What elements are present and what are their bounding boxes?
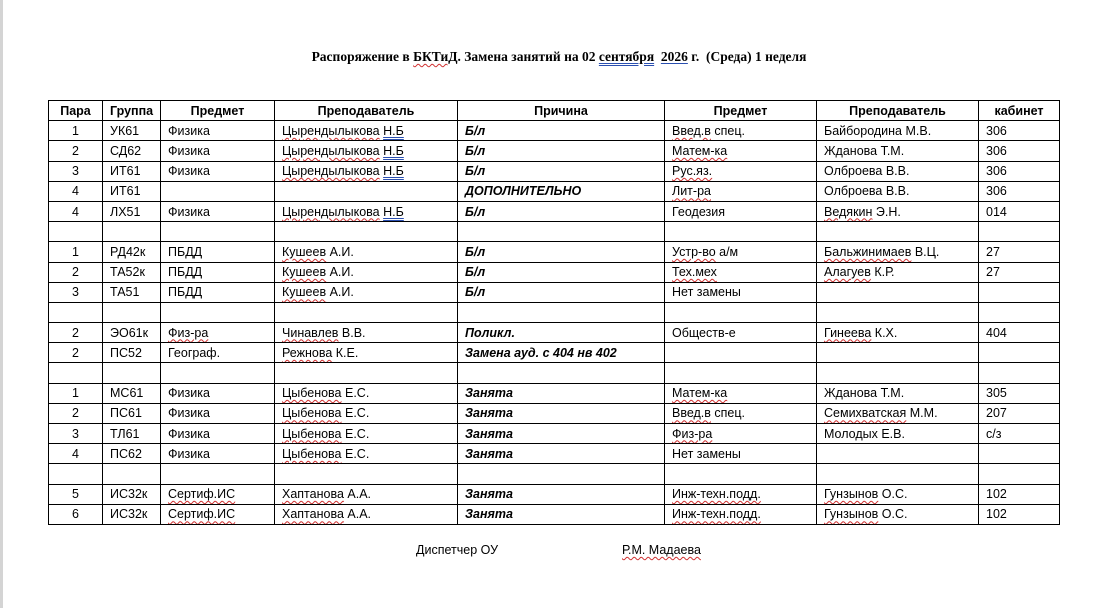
cell-new-teacher: Жданова Т.М. [817, 383, 979, 403]
cell-room: 207 [979, 403, 1060, 423]
footer-signatory: Р.М. Мадаева [622, 543, 701, 557]
cell-room [979, 444, 1060, 464]
table-row [49, 504, 1060, 524]
document-title [0, 49, 1118, 65]
cell-para [49, 222, 103, 242]
cell-group: ИТ61 [103, 161, 161, 181]
cell-room: 102 [979, 504, 1060, 524]
cell-group: ТА52к [103, 262, 161, 282]
cell-room: 306 [979, 121, 1060, 141]
cell-new-subject: Физ-ра [665, 424, 817, 444]
cell-subject [161, 363, 275, 383]
cell-new-teacher [817, 302, 979, 322]
cell-reason [458, 363, 665, 383]
cell-new-teacher [817, 363, 979, 383]
cell-new-teacher: Гинеева К.Х. [817, 323, 979, 343]
title-text [654, 49, 661, 64]
cell-reason: Б/л [458, 262, 665, 282]
table-header-row [49, 101, 1060, 121]
table-row [49, 282, 1060, 302]
cell-para: 1 [49, 121, 103, 141]
cell-teacher: Режнова К.Е. [275, 343, 458, 363]
cell-room: 306 [979, 141, 1060, 161]
cell-para: 2 [49, 262, 103, 282]
cell-teacher: Чинавлев В.В. [275, 323, 458, 343]
cell-subject [161, 181, 275, 201]
cell-new-teacher [817, 464, 979, 484]
cell-teacher [275, 302, 458, 322]
cell-group: ЛХ51 [103, 201, 161, 221]
cell-subject: Физика [161, 383, 275, 403]
table-row [49, 302, 1060, 322]
table-row [49, 242, 1060, 262]
cell-group: ИС32к [103, 504, 161, 524]
cell-reason: Б/л [458, 161, 665, 181]
cell-teacher: Цыбенова Е.С. [275, 424, 458, 444]
cell-reason: Занята [458, 424, 665, 444]
table-row [49, 383, 1060, 403]
cell-new-teacher: Гунзынов О.С. [817, 484, 979, 504]
cell-group: ТЛ61 [103, 424, 161, 444]
cell-para: 3 [49, 282, 103, 302]
cell-reason: ДОПОЛНИТЕЛЬНО [458, 181, 665, 201]
cell-room: 27 [979, 242, 1060, 262]
table-row [49, 222, 1060, 242]
cell-para: 4 [49, 201, 103, 221]
header-cell: Предмет [665, 101, 817, 121]
table-row [49, 141, 1060, 161]
cell-new-subject: Нет замены [665, 282, 817, 302]
cell-teacher: Кушеев А.И. [275, 282, 458, 302]
cell-group [103, 302, 161, 322]
page-left-edge [0, 0, 3, 608]
cell-new-subject: Инж-техн.подд. [665, 484, 817, 504]
cell-reason: Занята [458, 444, 665, 464]
cell-teacher: Хаптанова А.А. [275, 504, 458, 524]
cell-group [103, 222, 161, 242]
cell-new-teacher [817, 343, 979, 363]
cell-group: РД42к [103, 242, 161, 262]
cell-para: 1 [49, 383, 103, 403]
cell-room [979, 343, 1060, 363]
cell-para: 2 [49, 343, 103, 363]
header-cell: Группа [103, 101, 161, 121]
cell-new-subject: Обществ-е [665, 323, 817, 343]
cell-para [49, 302, 103, 322]
cell-para: 3 [49, 424, 103, 444]
cell-new-subject [665, 222, 817, 242]
cell-reason: Занята [458, 484, 665, 504]
cell-group: ТА51 [103, 282, 161, 302]
cell-new-teacher: Семихватская М.М. [817, 403, 979, 423]
cell-room: 27 [979, 262, 1060, 282]
title-text: Распоряжение в [311, 49, 414, 64]
cell-subject: Физика [161, 403, 275, 423]
cell-group: ИТ61 [103, 181, 161, 201]
cell-group [103, 464, 161, 484]
cell-teacher: Цыбенова Е.С. [275, 383, 458, 403]
table-row [49, 403, 1060, 423]
cell-teacher: Цырендылыкова Н.Б [275, 201, 458, 221]
cell-reason: Б/л [458, 141, 665, 161]
cell-group: МС61 [103, 383, 161, 403]
cell-new-teacher: Жданова Т.М. [817, 141, 979, 161]
footer-role: Диспетчер ОУ [416, 543, 499, 557]
cell-para: 6 [49, 504, 103, 524]
cell-reason [458, 222, 665, 242]
cell-new-subject: Матем-ка [665, 383, 817, 403]
cell-group: УК61 [103, 121, 161, 141]
cell-new-teacher: Гунзынов О.С. [817, 504, 979, 524]
cell-new-teacher [817, 444, 979, 464]
cell-reason: Б/л [458, 282, 665, 302]
cell-subject: Физ-ра [161, 323, 275, 343]
cell-new-subject: Введ.в спец. [665, 121, 817, 141]
table-row [49, 363, 1060, 383]
cell-reason: Занята [458, 383, 665, 403]
cell-teacher [275, 181, 458, 201]
cell-group [103, 363, 161, 383]
table-row [49, 444, 1060, 464]
cell-new-subject [665, 343, 817, 363]
cell-subject: Физика [161, 424, 275, 444]
cell-reason: Поликл. [458, 323, 665, 343]
cell-group: ПС61 [103, 403, 161, 423]
cell-new-teacher [817, 222, 979, 242]
cell-para: 1 [49, 242, 103, 262]
cell-teacher [275, 464, 458, 484]
cell-teacher: Цырендылыкова Н.Б [275, 161, 458, 181]
cell-subject [161, 464, 275, 484]
cell-room [979, 222, 1060, 242]
table-row [49, 323, 1060, 343]
cell-new-teacher [817, 282, 979, 302]
cell-reason: Замена ауд. с 404 нв 402 [458, 343, 665, 363]
cell-new-teacher: Бальжинимаев В.Ц. [817, 242, 979, 262]
cell-room: 306 [979, 161, 1060, 181]
cell-room [979, 282, 1060, 302]
cell-reason [458, 464, 665, 484]
cell-new-subject: Устр-во а/м [665, 242, 817, 262]
cell-new-subject [665, 302, 817, 322]
cell-room: с/з [979, 424, 1060, 444]
cell-teacher: Кушеев А.И. [275, 242, 458, 262]
cell-para: 4 [49, 181, 103, 201]
cell-teacher [275, 222, 458, 242]
cell-subject: ПБДД [161, 242, 275, 262]
cell-new-teacher: Байбородина М.В. [817, 121, 979, 141]
cell-teacher: Цыбенова Е.С. [275, 444, 458, 464]
cell-subject: Физика [161, 121, 275, 141]
cell-teacher: Цырендылыкова Н.Б [275, 121, 458, 141]
cell-reason: Занята [458, 403, 665, 423]
cell-reason: Б/л [458, 201, 665, 221]
cell-para [49, 464, 103, 484]
cell-room [979, 363, 1060, 383]
cell-subject: Географ. [161, 343, 275, 363]
cell-reason [458, 302, 665, 322]
cell-subject: Физика [161, 141, 275, 161]
cell-new-subject: Тех.мех [665, 262, 817, 282]
cell-new-subject: Нет замены [665, 444, 817, 464]
cell-group: ПС52 [103, 343, 161, 363]
cell-reason: Б/л [458, 242, 665, 262]
cell-para: 3 [49, 161, 103, 181]
cell-subject: Физика [161, 201, 275, 221]
cell-new-subject: Матем-ка [665, 141, 817, 161]
cell-room [979, 302, 1060, 322]
header-cell: Причина [458, 101, 665, 121]
cell-para: 5 [49, 484, 103, 504]
title-year: 2026 [660, 49, 688, 64]
cell-new-subject: Введ.в спец. [665, 403, 817, 423]
table-row [49, 464, 1060, 484]
cell-room: 305 [979, 383, 1060, 403]
cell-para: 2 [49, 403, 103, 423]
header-cell: Преподаватель [817, 101, 979, 121]
cell-new-subject: Геодезия [665, 201, 817, 221]
header-cell: Предмет [161, 101, 275, 121]
title-month: сентября [598, 49, 655, 64]
title-text: . Замена занятий на 02 [457, 49, 599, 64]
cell-subject: Физика [161, 161, 275, 181]
cell-teacher: Кушеев А.И. [275, 262, 458, 282]
cell-group: ПС62 [103, 444, 161, 464]
cell-para: 2 [49, 141, 103, 161]
table-row [49, 343, 1060, 363]
table-row [49, 161, 1060, 181]
cell-subject: Сертиф.ИС [161, 504, 275, 524]
cell-new-teacher: Олброева В.В. [817, 161, 979, 181]
cell-subject [161, 222, 275, 242]
cell-new-subject: Лит-ра [665, 181, 817, 201]
table-row [49, 181, 1060, 201]
cell-group: СД62 [103, 141, 161, 161]
cell-new-subject: Рус.яз. [665, 161, 817, 181]
cell-room: 014 [979, 201, 1060, 221]
schedule-table [48, 100, 1060, 525]
title-text: г. (Среда) 1 неделя [687, 49, 807, 64]
cell-new-teacher: Алагуев К.Р. [817, 262, 979, 282]
cell-new-teacher: Ведякин Э.Н. [817, 201, 979, 221]
table-row [49, 424, 1060, 444]
cell-group: ИС32к [103, 484, 161, 504]
cell-room [979, 464, 1060, 484]
cell-new-teacher: Молодых Е.В. [817, 424, 979, 444]
cell-teacher: Цыбенова Е.С. [275, 403, 458, 423]
cell-reason: Занята [458, 504, 665, 524]
cell-reason: Б/л [458, 121, 665, 141]
cell-teacher: Хаптанова А.А. [275, 484, 458, 504]
header-cell: Пара [49, 101, 103, 121]
header-cell: кабинет [979, 101, 1060, 121]
cell-room: 404 [979, 323, 1060, 343]
cell-room: 306 [979, 181, 1060, 201]
cell-subject: ПБДД [161, 282, 275, 302]
cell-subject: Сертиф.ИС [161, 484, 275, 504]
cell-teacher [275, 363, 458, 383]
cell-subject: ПБДД [161, 262, 275, 282]
cell-new-subject [665, 464, 817, 484]
cell-subject [161, 302, 275, 322]
cell-para [49, 363, 103, 383]
table-row [49, 201, 1060, 221]
title-org: БКТиД [413, 49, 458, 64]
cell-subject: Физика [161, 444, 275, 464]
cell-room: 102 [979, 484, 1060, 504]
cell-group: ЭО61к [103, 323, 161, 343]
table-row [49, 121, 1060, 141]
header-cell: Преподаватель [275, 101, 458, 121]
table-row [49, 484, 1060, 504]
cell-new-subject [665, 363, 817, 383]
cell-para: 4 [49, 444, 103, 464]
cell-teacher: Цырендылыкова Н.Б [275, 141, 458, 161]
table-row [49, 262, 1060, 282]
cell-para: 2 [49, 323, 103, 343]
cell-new-subject: Инж-техн.подд. [665, 504, 817, 524]
cell-new-teacher: Олброева В.В. [817, 181, 979, 201]
